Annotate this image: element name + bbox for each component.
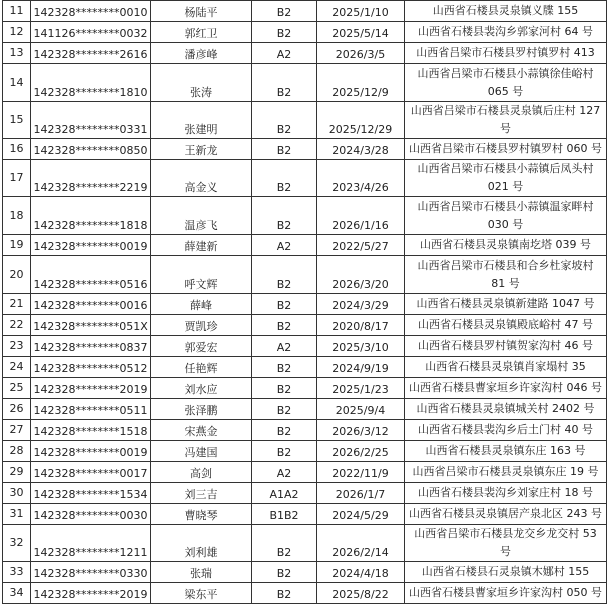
row-number-cell: 27 — [3, 420, 31, 441]
table-row — [3, 562, 607, 583]
person-name-cell: 刘水应 — [151, 378, 252, 399]
person-name-cell: 呼文辉 — [151, 256, 252, 294]
table-row — [3, 525, 607, 562]
address-cell: 山西省吕梁市石楼县和合乡杜家坡村 81 号 — [405, 256, 607, 294]
row-number-cell: 34 — [3, 583, 31, 604]
license-class-cell: B2 — [252, 64, 317, 102]
person-name-cell: 任艳辉 — [151, 357, 252, 378]
expiry-date-cell: 2024/4/18 — [317, 562, 405, 583]
table-row — [3, 235, 607, 256]
id-number-cell: 142328********1810 — [31, 64, 151, 102]
expiry-date-cell: 2024/5/29 — [317, 504, 405, 525]
id-number-cell: 142328********0516 — [31, 256, 151, 294]
expiry-date-cell: 2023/4/26 — [317, 160, 405, 197]
person-name-cell: 郭爱宏 — [151, 336, 252, 357]
expiry-date-cell: 2026/3/20 — [317, 256, 405, 294]
person-name-cell: 高剑 — [151, 462, 252, 483]
id-number-cell: 142328********0030 — [31, 504, 151, 525]
address-cell: 山西省石楼县罗村镇贺家沟村 46 号 — [405, 336, 607, 357]
row-number-cell: 19 — [3, 235, 31, 256]
row-number-cell: 23 — [3, 336, 31, 357]
table-row — [3, 139, 607, 160]
person-name-cell: 杨陆平 — [151, 1, 252, 22]
license-class-cell: A2 — [252, 462, 317, 483]
table-row — [3, 336, 607, 357]
id-number-cell: 142328********0511 — [31, 399, 151, 420]
license-class-cell: B2 — [252, 420, 317, 441]
expiry-date-cell: 2026/1/16 — [317, 197, 405, 235]
expiry-date-cell: 2025/12/9 — [317, 64, 405, 102]
person-name-cell: 宋燕金 — [151, 420, 252, 441]
id-number-cell: 142328********051X — [31, 315, 151, 336]
license-class-cell: B2 — [252, 378, 317, 399]
table-row — [3, 197, 607, 235]
table-row — [3, 483, 607, 504]
row-number-cell: 12 — [3, 22, 31, 43]
address-cell: 山西省吕梁市石楼县龙交乡龙交村 53 号 — [405, 525, 607, 562]
address-cell: 山西省石楼县曹家垣乡许家沟村 050 号 — [405, 583, 607, 604]
license-class-cell: B2 — [252, 102, 317, 139]
address-cell: 山西省石楼县灵泉镇城关村 2402 号 — [405, 399, 607, 420]
person-name-cell: 潘彦峰 — [151, 43, 252, 64]
license-class-cell: A1A2 — [252, 483, 317, 504]
person-name-cell: 郭红卫 — [151, 22, 252, 43]
address-cell: 山西省吕梁市石楼县罗村镇罗村 413 — [405, 43, 607, 64]
table-row — [3, 64, 607, 102]
table-row — [3, 22, 607, 43]
expiry-date-cell: 2025/3/10 — [317, 336, 405, 357]
id-number-cell: 142328********1534 — [31, 483, 151, 504]
expiry-date-cell: 2026/3/5 — [317, 43, 405, 64]
address-cell: 山西省吕梁市石楼县小蒜镇徐佳峪村 065 号 — [405, 64, 607, 102]
id-number-cell: 142328********2616 — [31, 43, 151, 64]
id-number-cell: 142328********0850 — [31, 139, 151, 160]
person-name-cell: 王新龙 — [151, 139, 252, 160]
row-number-cell: 29 — [3, 462, 31, 483]
expiry-date-cell: 2025/12/29 — [317, 102, 405, 139]
id-number-cell: 142328********0019 — [31, 235, 151, 256]
row-number-cell: 32 — [3, 525, 31, 562]
license-class-cell: A2 — [252, 235, 317, 256]
address-cell: 山西省吕梁市石楼县小蒜镇温家畔村 030 号 — [405, 197, 607, 235]
license-class-cell: B2 — [252, 197, 317, 235]
table-row — [3, 462, 607, 483]
table-row — [3, 256, 607, 294]
id-number-cell: 142328********1818 — [31, 197, 151, 235]
person-name-cell: 薛建新 — [151, 235, 252, 256]
id-number-cell: 142328********0837 — [31, 336, 151, 357]
address-cell: 山西省吕梁市石楼县灵泉镇东庄 19 号 — [405, 462, 607, 483]
license-class-cell: B2 — [252, 583, 317, 604]
license-class-cell: B2 — [252, 562, 317, 583]
expiry-date-cell: 2026/3/12 — [317, 420, 405, 441]
row-number-cell: 31 — [3, 504, 31, 525]
row-number-cell: 13 — [3, 43, 31, 64]
id-number-cell: 142328********1211 — [31, 525, 151, 562]
address-cell: 山西省石楼县裴沟乡刘家庄村 18 号 — [405, 483, 607, 504]
row-number-cell: 24 — [3, 357, 31, 378]
license-class-cell: B1B2 — [252, 504, 317, 525]
person-name-cell: 刘利雄 — [151, 525, 252, 562]
person-name-cell: 张建明 — [151, 102, 252, 139]
expiry-date-cell: 2025/8/22 — [317, 583, 405, 604]
id-number-cell: 142328********1518 — [31, 420, 151, 441]
expiry-date-cell: 2024/3/28 — [317, 139, 405, 160]
license-class-cell: B2 — [252, 399, 317, 420]
person-name-cell: 高金义 — [151, 160, 252, 197]
table-row — [3, 504, 607, 525]
row-number-cell: 18 — [3, 197, 31, 235]
address-cell: 山西省石楼县灵泉镇殿底峪村 47 号 — [405, 315, 607, 336]
row-number-cell: 28 — [3, 441, 31, 462]
table-row — [3, 315, 607, 336]
address-cell: 山西省石楼县灵泉镇义牒 155 — [405, 1, 607, 22]
address-cell: 山西省吕梁市石楼县罗村镇罗村 060 号 — [405, 139, 607, 160]
person-name-cell: 温彦飞 — [151, 197, 252, 235]
license-class-cell: B2 — [252, 1, 317, 22]
license-class-cell: B2 — [252, 160, 317, 197]
person-name-cell: 曹晓琴 — [151, 504, 252, 525]
address-cell: 山西省吕梁市石楼县灵泉镇后庄村 127 号 — [405, 102, 607, 139]
person-name-cell: 冯建国 — [151, 441, 252, 462]
table-row — [3, 160, 607, 197]
row-number-cell: 16 — [3, 139, 31, 160]
table-row — [3, 1, 607, 22]
id-number-cell: 142328********0331 — [31, 102, 151, 139]
id-number-cell: 142328********0010 — [31, 1, 151, 22]
expiry-date-cell: 2024/3/29 — [317, 294, 405, 315]
row-number-cell: 17 — [3, 160, 31, 197]
address-cell: 山西省石楼县灵泉镇肖家塌村 35 — [405, 357, 607, 378]
row-number-cell: 33 — [3, 562, 31, 583]
person-name-cell: 梁东平 — [151, 583, 252, 604]
row-number-cell: 21 — [3, 294, 31, 315]
row-number-cell: 26 — [3, 399, 31, 420]
expiry-date-cell: 2026/2/14 — [317, 525, 405, 562]
license-class-cell: A2 — [252, 336, 317, 357]
row-number-cell: 20 — [3, 256, 31, 294]
address-cell: 山西省石楼县裴沟乡后土门村 40 号 — [405, 420, 607, 441]
table-row — [3, 357, 607, 378]
license-class-cell: B2 — [252, 256, 317, 294]
row-number-cell: 25 — [3, 378, 31, 399]
table-row — [3, 420, 607, 441]
address-cell: 山西省石楼县曹家垣乡许家沟村 046 号 — [405, 378, 607, 399]
expiry-date-cell: 2025/5/14 — [317, 22, 405, 43]
id-number-cell: 142328********2219 — [31, 160, 151, 197]
license-class-cell: B2 — [252, 357, 317, 378]
table-row — [3, 399, 607, 420]
table-row — [3, 378, 607, 399]
address-cell: 山西省石楼县石灵泉镇木娜村 155 — [405, 562, 607, 583]
row-number-cell: 11 — [3, 1, 31, 22]
row-number-cell: 22 — [3, 315, 31, 336]
expiry-date-cell: 2025/1/10 — [317, 1, 405, 22]
address-cell: 山西省石楼县灵泉镇新建路 1047 号 — [405, 294, 607, 315]
table-row — [3, 43, 607, 64]
person-name-cell: 刘三吉 — [151, 483, 252, 504]
id-number-cell: 141126********0032 — [31, 22, 151, 43]
expiry-date-cell: 2022/5/27 — [317, 235, 405, 256]
expiry-date-cell: 2025/1/23 — [317, 378, 405, 399]
license-class-cell: B2 — [252, 441, 317, 462]
address-cell: 山西省石楼县裴沟乡郭家河村 64 号 — [405, 22, 607, 43]
table-row — [3, 102, 607, 139]
table-body — [3, 1, 607, 604]
table-row — [3, 441, 607, 462]
license-class-cell: B2 — [252, 294, 317, 315]
expiry-date-cell: 2025/9/4 — [317, 399, 405, 420]
license-class-cell: B2 — [252, 315, 317, 336]
license-class-cell: B2 — [252, 22, 317, 43]
license-class-cell: B2 — [252, 139, 317, 160]
license-class-cell: A2 — [252, 43, 317, 64]
expiry-date-cell: 2024/9/19 — [317, 357, 405, 378]
table-row — [3, 294, 607, 315]
expiry-date-cell: 2026/2/25 — [317, 441, 405, 462]
person-name-cell: 张涛 — [151, 64, 252, 102]
address-cell: 山西省石楼县灵泉镇东庄 163 号 — [405, 441, 607, 462]
expiry-date-cell: 2026/1/7 — [317, 483, 405, 504]
address-cell: 山西省石楼县灵泉镇南圪塔 039 号 — [405, 235, 607, 256]
person-name-cell: 张瑞 — [151, 562, 252, 583]
id-number-cell: 142328********0016 — [31, 294, 151, 315]
address-cell: 山西省吕梁市石楼县小蒜镇后凤头村 021 号 — [405, 160, 607, 197]
id-number-cell: 142328********0017 — [31, 462, 151, 483]
id-number-cell: 142328********0330 — [31, 562, 151, 583]
driver-license-table — [2, 0, 607, 604]
expiry-date-cell: 2022/11/9 — [317, 462, 405, 483]
row-number-cell: 30 — [3, 483, 31, 504]
row-number-cell: 14 — [3, 64, 31, 102]
address-cell: 山西省石楼县灵泉镇居产泉北区 243 号 — [405, 504, 607, 525]
person-name-cell: 薛峰 — [151, 294, 252, 315]
expiry-date-cell: 2020/8/17 — [317, 315, 405, 336]
id-number-cell: 142328********2019 — [31, 583, 151, 604]
row-number-cell: 15 — [3, 102, 31, 139]
license-class-cell: B2 — [252, 525, 317, 562]
person-name-cell: 贾凯珍 — [151, 315, 252, 336]
id-number-cell: 142328********2019 — [31, 378, 151, 399]
person-name-cell: 张泽鹏 — [151, 399, 252, 420]
id-number-cell: 142328********0512 — [31, 357, 151, 378]
table-row — [3, 583, 607, 604]
id-number-cell: 142328********0019 — [31, 441, 151, 462]
